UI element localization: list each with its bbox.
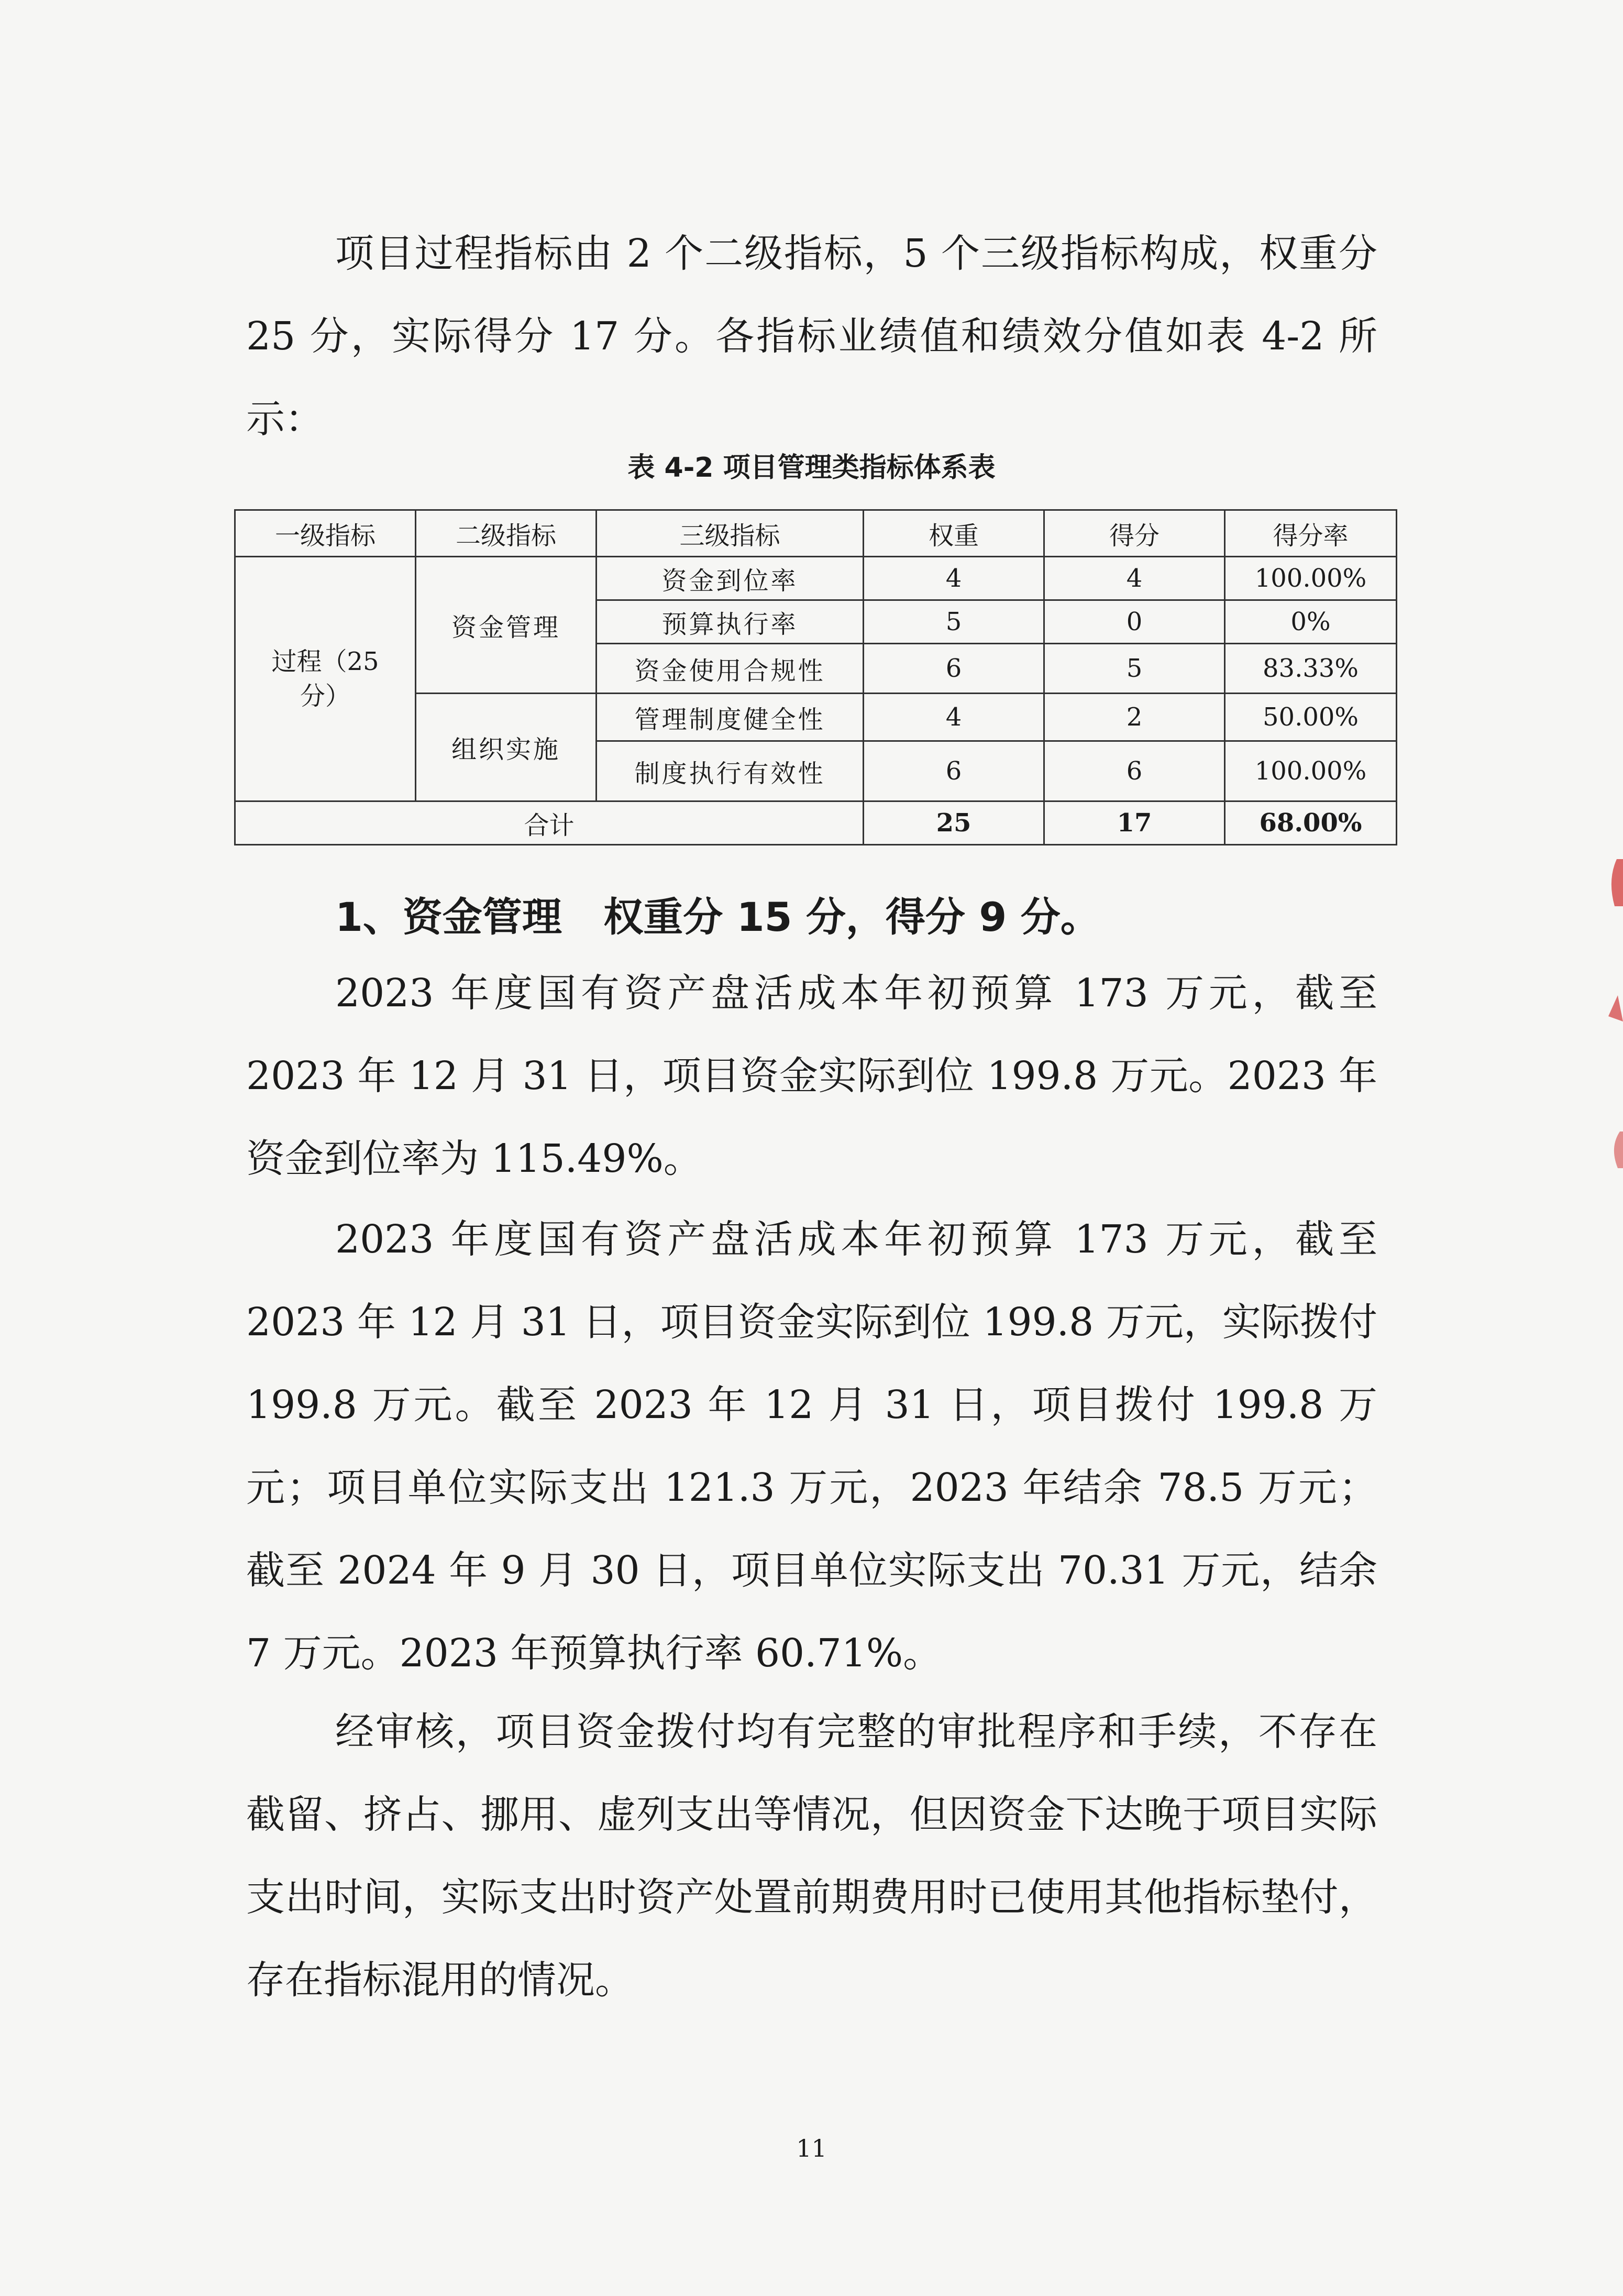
header-level1: 一级指标: [235, 510, 416, 557]
table-total-row: [235, 801, 1397, 845]
header-level3: 三级指标: [597, 510, 864, 557]
level3-cell: 资金到位率: [597, 557, 864, 600]
score-cell: 5: [1044, 644, 1225, 694]
level2-cell: 组织实施: [416, 694, 597, 801]
header-rate: 得分率: [1225, 510, 1397, 557]
level3-cell: 管理制度健全性: [597, 694, 864, 741]
weight-cell: 4: [864, 557, 1044, 600]
page-number: 11: [796, 2134, 827, 2162]
weight-cell: 5: [864, 600, 1044, 644]
total-score: 17: [1044, 801, 1225, 845]
body-paragraph: 经审核，项目资金拨付均有完整的审批程序和手续，不存在截留、挤占、挪用、虚列支出等情况，但因资金下达晚于项目实际支出时间，实际支出时资产处置前期费用时已使用其他指标垫付，存在指标混用的情况。: [246, 1709, 1377, 2003]
section-heading: 1、资金管理 权重分 15 分，得分 9 分。: [335, 894, 1100, 940]
level1-cell: 过程（25分）: [235, 557, 416, 801]
intro-paragraph: 项目过程指标由 2 个二级指标，5 个三级指标构成，权重分 25 分，实际得分 17 分。各指标业绩值和绩效分值如表 4-2 所示：: [246, 231, 1377, 442]
rate-cell: 100.00%: [1225, 741, 1397, 801]
table-header-row: [235, 510, 1397, 557]
score-cell: 4: [1044, 557, 1225, 600]
weight-cell: 6: [864, 644, 1044, 694]
score-cell: 0: [1044, 600, 1225, 644]
rate-cell: 100.00%: [1225, 557, 1397, 600]
body-paragraph: 2023 年度国有资产盘活成本年初预算 173 万元，截至 2023 年 12 月 31 日，项目资金实际到位 199.8 万元，实际拨付 199.8 万元。截至 2023 年 12 月 31 日，项目拨付 199.8 万元；项目单位实际支出 121.3 万元，2023 年结余 78.5 万元；截至 2024 年 9 月 30 日，项目单位实际支出 70.31 万元，结余 7 万元。2023 年预算执行率 60.71%。: [246, 1217, 1377, 1676]
header-level2: 二级指标: [416, 510, 597, 557]
header-score: 得分: [1044, 510, 1225, 557]
rate-cell: 50.00%: [1225, 694, 1397, 741]
table-caption: 表 4-2 项目管理类指标体系表: [627, 452, 996, 484]
level2-cell: 资金管理: [416, 557, 597, 694]
rate-cell: 83.33%: [1225, 644, 1397, 694]
score-cell: 2: [1044, 694, 1225, 741]
level3-cell: 预算执行率: [597, 600, 864, 644]
body-paragraph: 2023 年度国有资产盘活成本年初预算 173 万元，截至 2023 年 12 月 31 日，项目资金实际到位 199.8 万元。2023 年资金到位率为 115.49%。: [246, 971, 1377, 1181]
level3-cell: 资金使用合规性: [597, 644, 864, 694]
rate-cell: 0%: [1225, 600, 1397, 644]
indicator-table: [234, 509, 1397, 845]
total-rate: 68.00%: [1225, 801, 1397, 845]
weight-cell: 4: [864, 694, 1044, 741]
seal-stamp-fragment: [1602, 849, 1623, 1173]
header-weight: 权重: [864, 510, 1044, 557]
weight-cell: 6: [864, 741, 1044, 801]
table-row: [235, 557, 1397, 600]
total-weight: 25: [864, 801, 1044, 845]
total-label: 合计: [235, 801, 864, 845]
level3-cell: 制度执行有效性: [597, 741, 864, 801]
score-cell: 6: [1044, 741, 1225, 801]
